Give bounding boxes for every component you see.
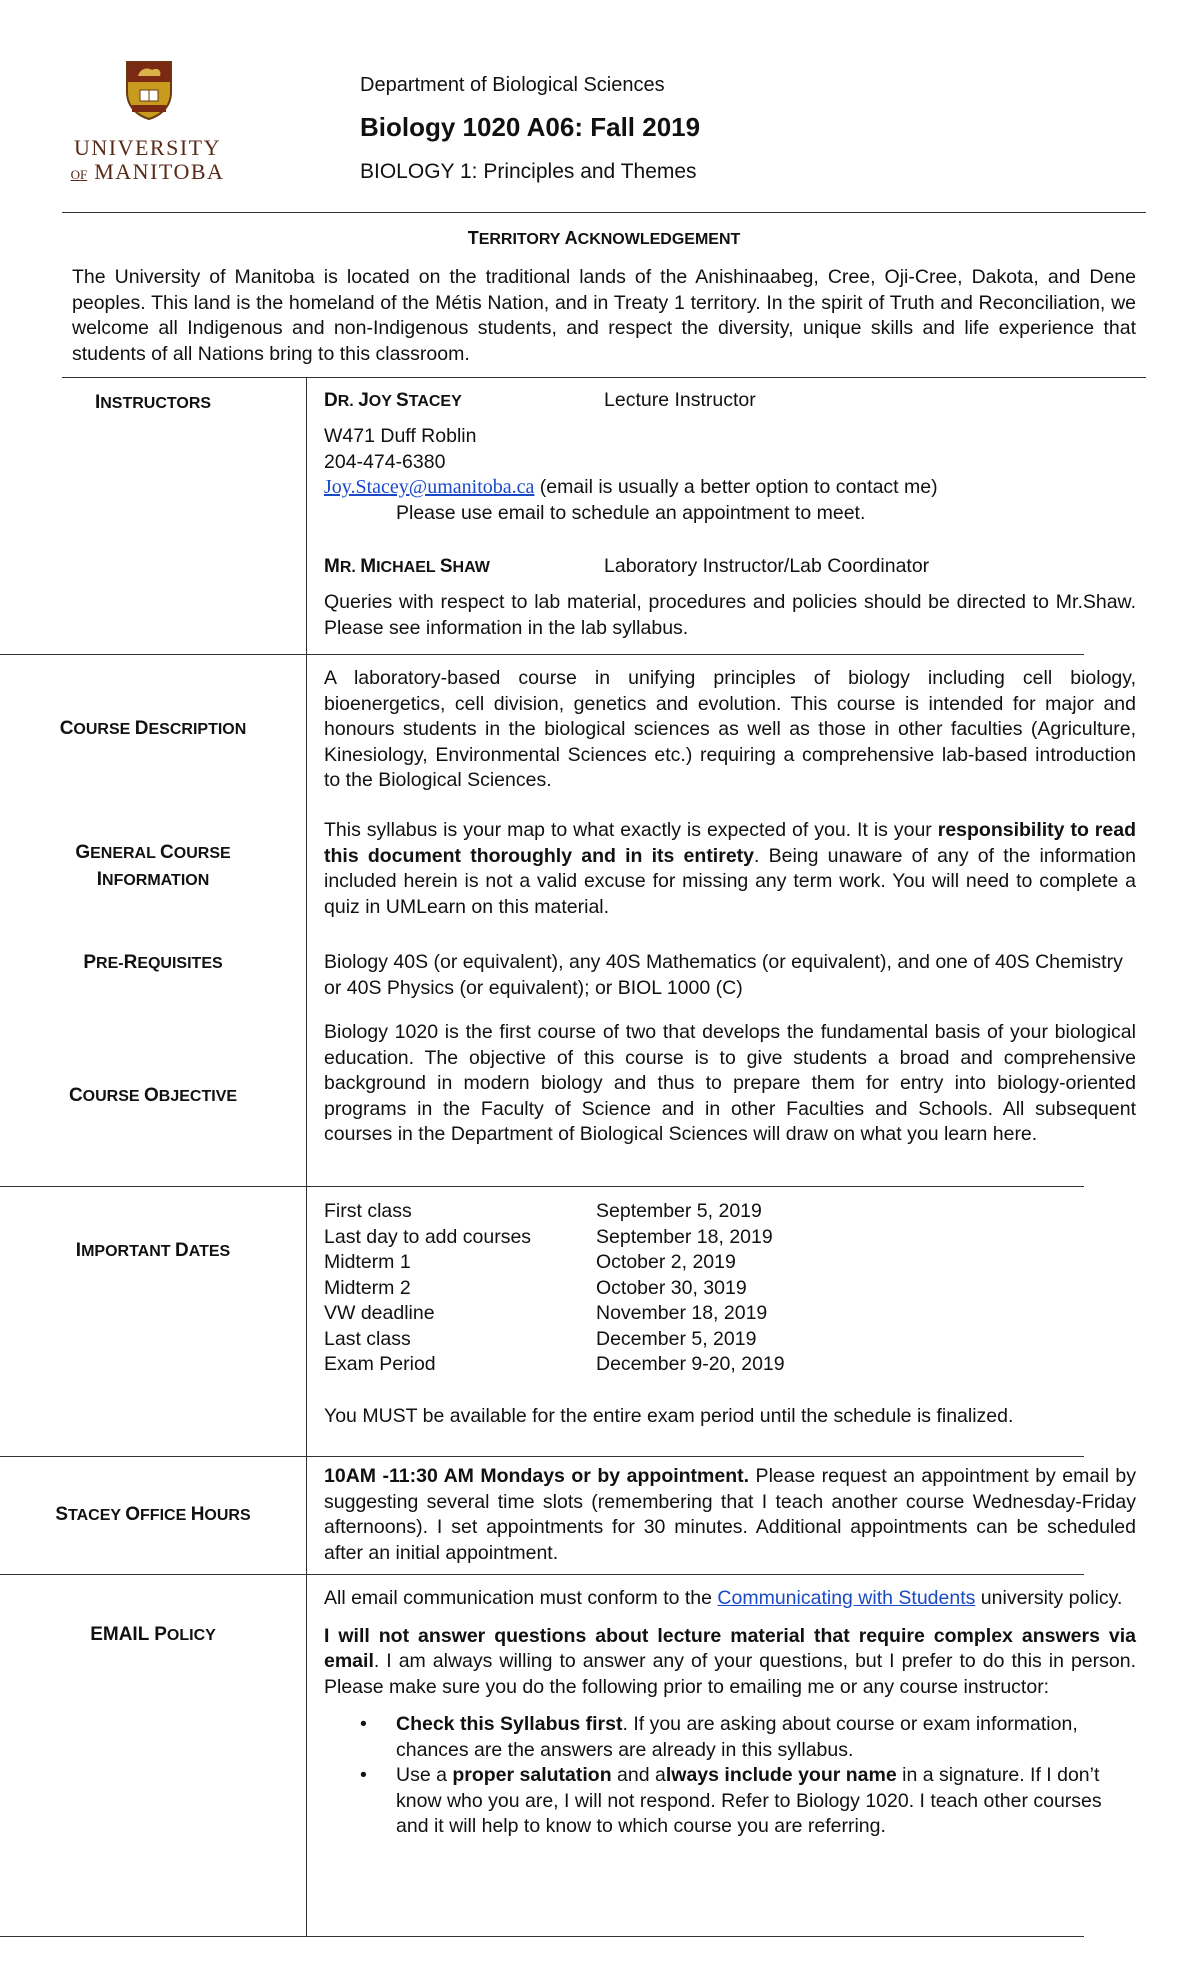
table-row	[324, 1276, 785, 1302]
date-value: October 2, 2019	[596, 1251, 736, 1273]
office-hours-row	[0, 1456, 1136, 1575]
lab-instructor-name: MR. MICHAEL SHAW	[324, 556, 490, 577]
list-item: • Check this Syllabus first. If you are asking about course or exam information, chances are the answers are already in this syllabus.	[396, 1712, 1136, 1763]
communicating-with-students-link[interactable]: Communicating with Students	[717, 1587, 976, 1609]
date-value: December 5, 2019	[596, 1327, 757, 1350]
lecture-instructor-name: DR. JOY STACEY	[324, 390, 462, 411]
appointment-note: Please use email to schedule an appointment to meet.	[396, 501, 866, 524]
email-policy-paragraph: I will not answer questions about lecture material that require complex answers via email. I am always willing to answer any of your questions, but I prefer to do this in person. Please make sure you do the following prior to emailing me or any course instructor:	[324, 1624, 1136, 1698]
table-row	[324, 1327, 785, 1353]
general-info-text: This syllabus is your map to what exactly is expected of you. It is your responsibility to read this document thoroughly and in its entirety. Being unaware of any of the information included herein is not a valid excuse for missing any term work. You will need to complete a quiz in UMLearn on this material.	[324, 819, 1136, 918]
header-divider	[62, 212, 1146, 213]
date-value: November 18, 2019	[596, 1302, 768, 1324]
email-policy-label: EMAIL POLICY	[90, 1624, 216, 1645]
crest-icon	[124, 58, 174, 120]
course-title: Biology 1020 A06: Fall 2019	[360, 112, 701, 142]
date-event: Midterm 1	[324, 1251, 411, 1273]
course-subtitle: BIOLOGY 1: Principles and Themes	[360, 160, 697, 183]
lab-instructor-role: Laboratory Instructor/Lab Coordinator	[604, 555, 930, 577]
course-description-text: A laboratory-based course in unifying principles of biology including cell biology, bioenergetics, cell division, genetics and evolution. This course is intended for major and honours students in the biological sciences as well as those in other faculties (Agriculture, Kinesiology, Environmental Sciences etc.) requiring a comprehensive lab-based introduction to the Biological Sciences.	[324, 667, 1136, 791]
date-event: Last day to add courses	[324, 1225, 532, 1248]
instructors-row	[0, 378, 1136, 655]
territory-text: The University of Manitoba is located on the traditional lands of the Anishinaabeg, Cree, Oji-Cree, Dakota, and Dene peoples. This land is the homeland of the Métis Nation, and in Treaty 1 territory. In the spirit of Truth and Reconciliation, we welcome all Indigenous and non-Indigenous students, and respect the diversity, unique skills and life experience that students of all Nations bring to this classroom.	[72, 266, 1136, 365]
important-dates-content	[324, 1199, 1136, 1429]
email-checklist	[324, 1712, 1136, 1840]
lecture-instructor-role: Lecture Instructor	[604, 389, 756, 411]
list-item: • Use a proper salutation and always include your name in a signature. If I don’t know who you are, I will not respond. Refer to Biology 1020. I teach other courses and it will help to know to which course you are referring.	[396, 1763, 1136, 1840]
date-value: September 18, 2019	[596, 1225, 773, 1248]
email-policy-row	[0, 1574, 1136, 1937]
course-objective-label: COURSE OBJECTIVE	[68, 1085, 238, 1106]
prerequisites-text: Biology 40S (or equivalent), any 40S Mathematics (or equivalent), and one of 40S Chemistry or 40S Physics (or equivalent); or BIOL 1000 (C)	[324, 951, 1123, 999]
prerequisites-label: PRE-REQUISITES	[83, 952, 223, 973]
email-note: (email is usually a better option to contact me)	[534, 476, 938, 498]
lab-instructor	[324, 554, 1136, 641]
lab-instructor-note: Queries with respect to lab material, procedures and policies should be directed to Mr.Shaw. Please see information in the lab syllabus.	[324, 591, 1136, 639]
table-row	[324, 1301, 785, 1327]
wordmark-line1: UNIVERSITY	[74, 135, 221, 160]
exam-availability-note: You MUST be available for the entire exam period until the schedule is finalized.	[324, 1404, 1014, 1427]
instructor-email-link[interactable]: Joy.Stacey@umanitoba.ca	[324, 476, 535, 498]
course-description-label: COURSE DESCRIPTION	[59, 718, 247, 739]
date-value: October 30, 3019	[596, 1276, 747, 1299]
instructors-label: INSTRUCTORS	[94, 392, 212, 413]
email-policy-intro: All email communication must conform to the Communicating with Students university policy.	[324, 1587, 1123, 1609]
office-hours-text: 10AM -11:30 AM Mondays or by appointment. Please request an appointment by email by suggesting several time slots (remembering that I teach another course Wednesday-Friday afternoons). I set appointments for 30 minutes. Additional appointments can be scheduled after an initial appointment.	[324, 1465, 1136, 1564]
course-info-row	[0, 654, 1136, 1187]
important-dates-row	[0, 1186, 1084, 1457]
date-value: September 5, 2019	[596, 1200, 762, 1222]
date-event: VW deadline	[324, 1302, 435, 1324]
table-row	[324, 1199, 785, 1225]
course-objective-text: Biology 1020 is the first course of two that develops the fundamental basis of your biological education. The objective of this course is to give students a broad and comprehensive background in modern biology and thus to prepare them for entry into biology-oriented programs in the Faculty of Science and in other Faculties and Schools. All subsequent courses in the Department of Biological Sciences will draw on what you learn here.	[324, 1021, 1136, 1145]
general-info-label: GENERAL COURSE INFORMATION	[75, 842, 231, 890]
date-event: First class	[324, 1200, 412, 1222]
territory-heading: TERRITORY ACKNOWLEDGEMENT	[467, 228, 741, 248]
email-policy-content	[324, 1586, 1136, 1840]
department-name: Department of Biological Sciences	[360, 74, 665, 96]
wordmark-line2: MANITOBA	[94, 159, 225, 184]
dates-table	[324, 1199, 785, 1378]
date-event: Exam Period	[324, 1353, 436, 1375]
lecture-instructor	[324, 388, 1136, 526]
office-location: W471 Duff Roblin	[324, 425, 477, 447]
date-event: Last class	[324, 1327, 411, 1350]
phone-number: 204-474-6380	[324, 450, 446, 473]
table-row	[324, 1352, 785, 1378]
university-logo	[60, 58, 235, 188]
table-row	[324, 1225, 785, 1251]
date-value: December 9-20, 2019	[596, 1353, 785, 1375]
university-wordmark	[60, 136, 235, 187]
date-event: Midterm 2	[324, 1276, 411, 1299]
wordmark-of: OF	[70, 167, 88, 182]
table-row	[324, 1250, 785, 1276]
office-hours-label: STACEY OFFICE HOURS	[55, 1504, 251, 1525]
important-dates-label: IMPORTANT DATES	[75, 1240, 231, 1261]
